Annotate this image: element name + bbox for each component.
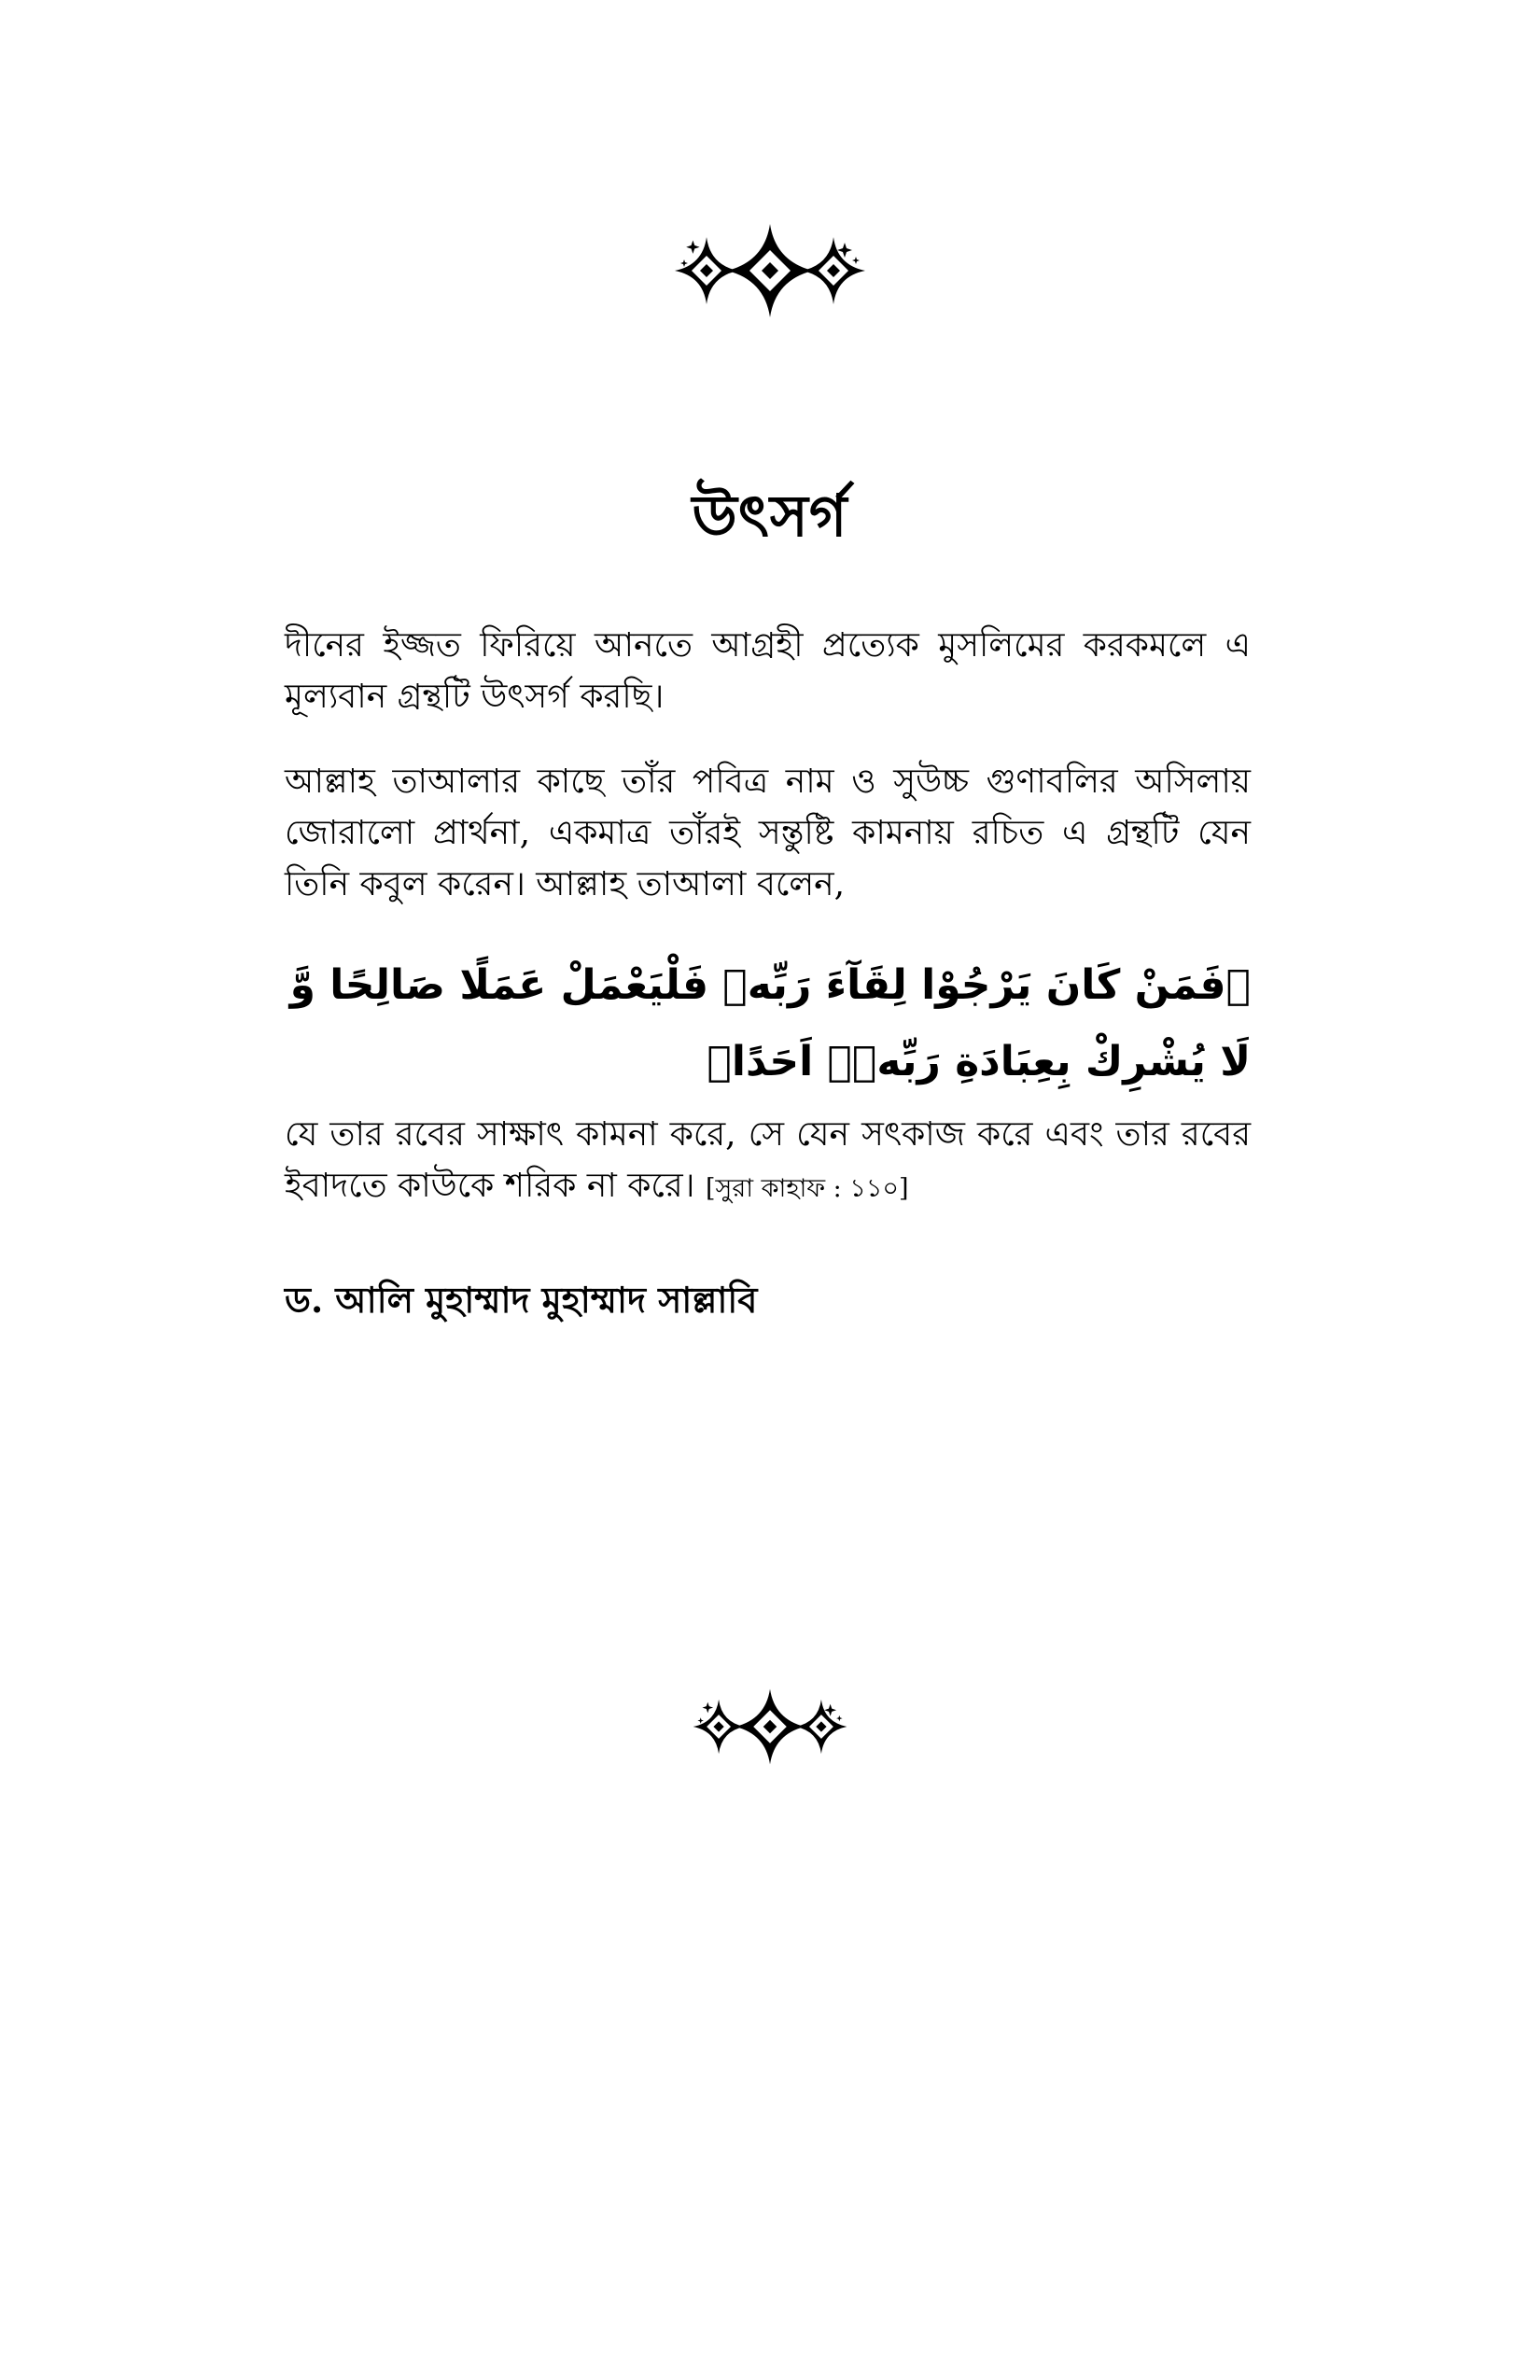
quran-verse-arabic: ﴿فَمَنْ كَانَ يَرْجُوْا لِقَآءَ رَبِّهٖ فَلْيَعْمَلْ عَمَلًا صَالِحًا وَّ لَا يُشْرِكْ بِعِبَادَةِ رَبِّهٖۤ اَحَدًا﴾ [289, 961, 1251, 1085]
author-name: ড. আলি মুহাম্মাদ মুহাম্মাদ সাল্লাবি [285, 1279, 758, 1321]
dedication-paragraph: দীনের ইজ্জত ফিরিয়ে আনতে আগ্রহী প্রত্যেক মুসলিমের করকমলে এ মূল্যবান গ্রন্থটি উৎসর্গ করছি। [285, 626, 1251, 716]
verse-reference: [সুরা কাহাফ : ১১০] [705, 1174, 909, 1203]
translation-text: যে তার রবের সাক্ষাৎ কামনা করে, সে যেন সৎকাজ করে এবং তার রবের ইবাদতে কাউকে শরিক না করে। [285, 1115, 1251, 1205]
page-title: উৎসর্গ [692, 482, 848, 550]
top-ornament-icon [671, 222, 869, 319]
prayer-paragraph: আল্লাহ তাআলার কাছে তাঁর পবিত্র নাম ও সুউচ্চ গুণাবলির অসিলায় জোরালো প্রার্থনা, একমাত্র তাঁরই সন্তুষ্টি কামনায় রচিত এ গ্রন্থটি যেন তিনি কবুল করেন। আল্লাহ তাআলা বলেন, [285, 763, 1251, 903]
bottom-ornament-icon [689, 1687, 851, 1766]
verse-translation [285, 1109, 1251, 1214]
